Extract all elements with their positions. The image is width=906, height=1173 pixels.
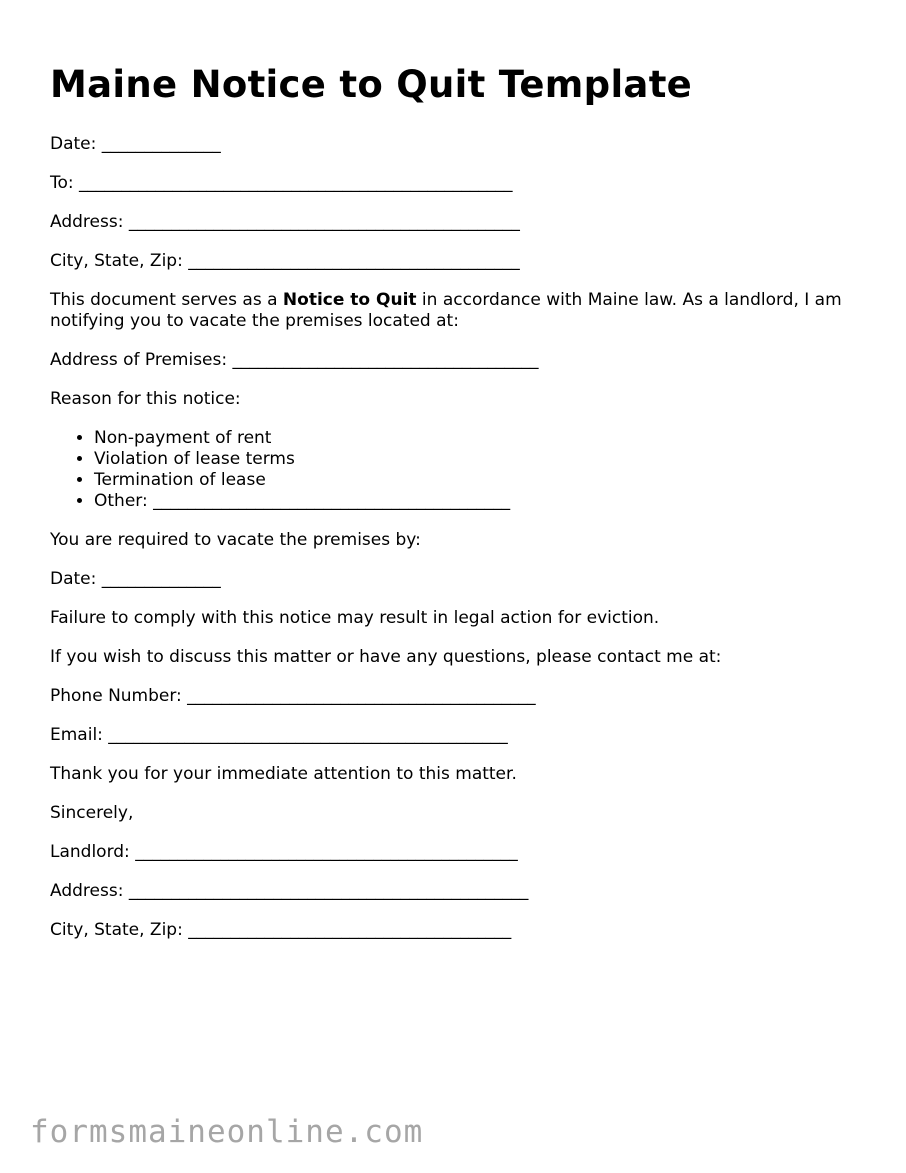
reason-label: Reason for this notice: <box>50 389 241 409</box>
landlord-address-field: Address: _______________________________________________ <box>50 881 529 901</box>
intro-paragraph <box>50 290 850 332</box>
to-field: To: ___________________________________________________ <box>50 173 513 193</box>
vacate-date-field: Date: ______________ <box>50 569 221 589</box>
sincerely-closing: Sincerely, <box>50 803 134 823</box>
address-field: Address: ______________________________________________ <box>50 212 520 232</box>
reason-item-other: • Other: __________________________________________ <box>94 491 850 512</box>
thanks-text: Thank you for your immediate attention to this matter. <box>50 764 517 784</box>
intro-text-before: This document serves as a <box>50 290 283 310</box>
date-field: Date: ______________ <box>50 134 221 154</box>
contact-text: If you wish to discuss this matter or have any questions, please contact me at: <box>50 647 722 667</box>
landlord-field: Landlord: _____________________________________________ <box>50 842 518 862</box>
city-state-zip-field: City, State, Zip: _______________________________________ <box>50 251 520 271</box>
reason-item: • Violation of lease terms <box>94 449 850 470</box>
email-field: Email: _______________________________________________ <box>50 725 508 745</box>
vacate-label: You are required to vacate the premises by: <box>50 530 421 550</box>
document-page <box>50 62 850 959</box>
reason-item: • Termination of lease <box>94 470 850 491</box>
reason-item: • Non-payment of rent <box>94 428 850 449</box>
site-watermark: formsmaineonline.com <box>30 1114 424 1150</box>
intro-text-after: in accordance with Maine law. As a landlord, I am notifying you to vacate the premises located at: <box>50 290 842 331</box>
premises-address-field: Address of Premises: ____________________________________ <box>50 350 539 370</box>
phone-field: Phone Number: _________________________________________ <box>50 686 536 706</box>
page-title: Maine Notice to Quit Template <box>50 63 693 106</box>
failure-warning: Failure to comply with this notice may result in legal action for eviction. <box>50 608 660 628</box>
notice-to-quit-emphasis: Notice to Quit <box>282 290 417 310</box>
reason-list <box>50 428 850 512</box>
landlord-city-state-zip-field: City, State, Zip: ______________________________________ <box>50 920 512 940</box>
